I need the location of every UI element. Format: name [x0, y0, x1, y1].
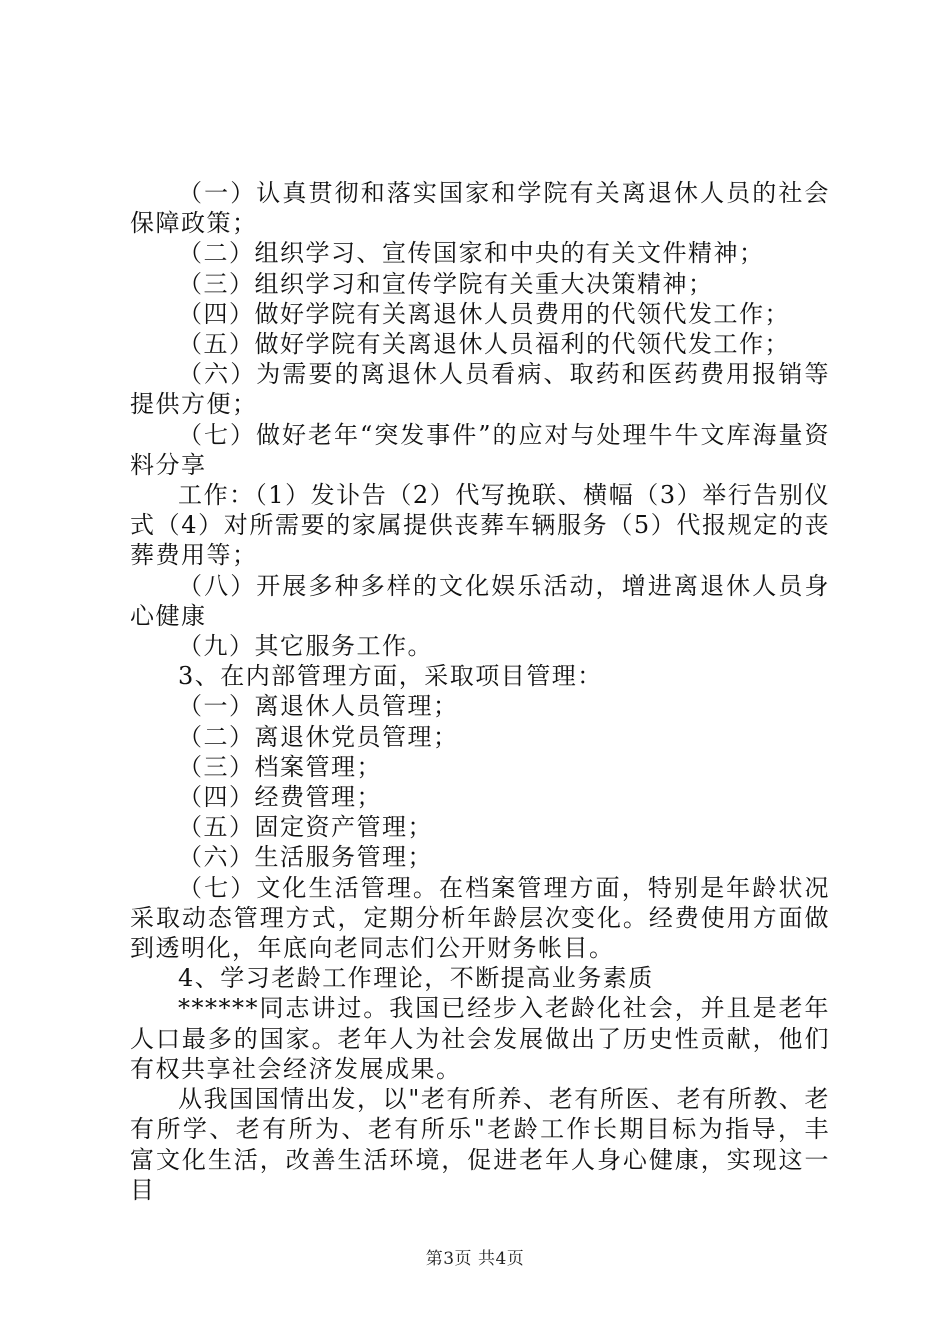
- paragraph-21: 从我国国情出发，以"老有所养、老有所医、老有所教、老有所学、老有所为、老有所乐"老龄工作长期目标为指导，丰富文化生活，改善生活环境，促进老年人身心健康，实现这一目: [130, 1085, 830, 1204]
- paragraph-2: （二）组织学习、宣传国家和中央的有关文件精神；: [178, 239, 765, 268]
- paragraph-8: 工作：（1）发讣告（2）代写挽联、横幅（3）举行告别仪式（4）对所需要的家属提供丧葬车辆服务（5）代报规定的丧葬费用等；: [130, 481, 830, 570]
- paragraph-12: （一）离退休人员管理；: [178, 692, 459, 721]
- paragraph-17: （六）生活服务管理；: [178, 843, 433, 872]
- paragraph-3: （三）组织学习和宣传学院有关重大决策精神；: [178, 269, 714, 298]
- document-body: [130, 178, 830, 1205]
- paragraph-11: 3、在内部管理方面，采取项目管理：: [178, 662, 603, 691]
- paragraph-19: 4、学习老龄工作理论，不断提高业务素质: [178, 964, 654, 993]
- paragraph-16: （五）固定资产管理；: [178, 813, 433, 842]
- paragraph-7: （七）做好老年“突发事件”的应对与处理牛牛文库海量资料分享: [130, 420, 830, 479]
- paragraph-14: （三）档案管理；: [178, 752, 382, 781]
- paragraph-5: （五）做好学院有关离退休人员福利的代领代发工作；: [178, 330, 790, 359]
- paragraph-15: （四）经费管理；: [178, 783, 382, 812]
- paragraph-20: ******同志讲过。我国已经步入老龄化社会，并且是老年人口最多的国家。老年人为社会发展做出了历史性贡献，他们有权共享社会经济发展成果。: [130, 994, 830, 1083]
- paragraph-1: （一）认真贯彻和落实国家和学院有关离退休人员的社会保障政策；: [130, 179, 830, 238]
- paragraph-4: （四）做好学院有关离退休人员费用的代领代发工作；: [178, 299, 790, 328]
- paragraph-18: （七）文化生活管理。在档案管理方面，特别是年龄状况采取动态管理方式，定期分析年龄层次变化。经费使用方面做到透明化，年底向老同志们公开财务帐目。: [130, 873, 830, 963]
- paragraph-13: （二）离退休党员管理；: [178, 722, 459, 751]
- paragraph-9: （八）开展多种多样的文化娱乐活动，增进离退休人员身心健康: [130, 571, 830, 630]
- page-footer: 第3页 共4页: [425, 1249, 525, 1269]
- paragraph-10: （九）其它服务工作。: [178, 632, 433, 661]
- paragraph-6: （六）为需要的离退休人员看病、取药和医药费用报销等提供方便；: [130, 360, 830, 419]
